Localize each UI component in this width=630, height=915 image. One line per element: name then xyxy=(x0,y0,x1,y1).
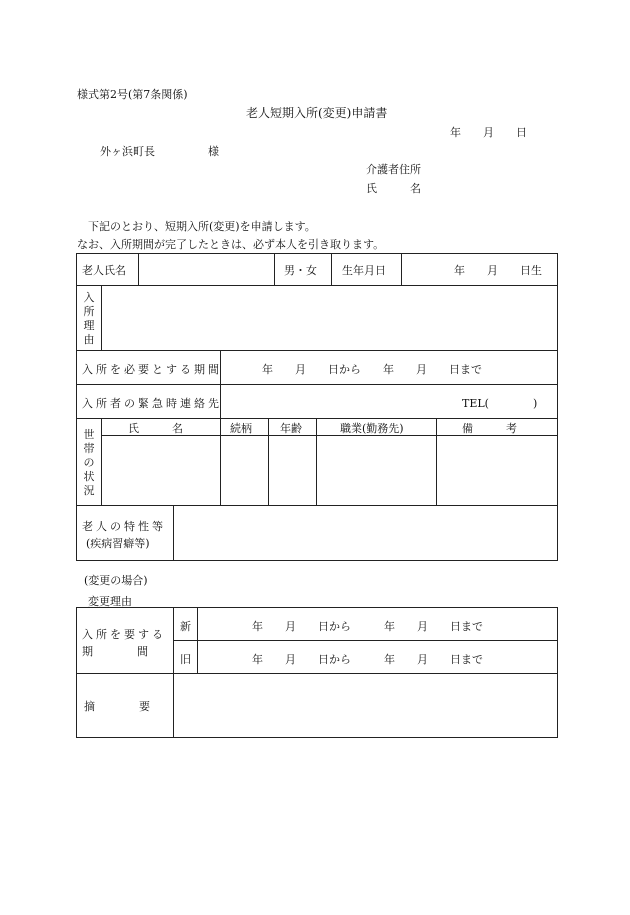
birthdate-value[interactable]: 年 月 日生 xyxy=(454,264,542,277)
household-label-char: 状 xyxy=(83,470,95,483)
reason-label-char: 理 xyxy=(83,319,95,332)
reason-label-char: 入 xyxy=(83,291,95,304)
summary-input[interactable] xyxy=(175,675,555,735)
change-reason-label: 変更理由 xyxy=(88,595,132,608)
household-label-char: 帯 xyxy=(83,442,95,455)
household-label-char: 世 xyxy=(83,428,95,441)
household-occupation-input[interactable] xyxy=(318,437,434,503)
household-remarks-input[interactable] xyxy=(438,437,556,503)
applicant-name-label: 氏 名 xyxy=(366,182,421,195)
traits-sublabel: (疾病習癖等) xyxy=(86,537,150,550)
reason-label-char: 由 xyxy=(83,333,95,346)
traits-label: 老人の特性等 xyxy=(82,520,166,533)
period-label: 入所を必要とする期間 xyxy=(82,363,222,376)
intro-line-1: 下記のとおり、短期入所(変更)を申請します。 xyxy=(88,220,316,233)
traits-input[interactable] xyxy=(175,507,555,559)
elder-name-label: 老人氏名 xyxy=(82,264,126,277)
form-title: 老人短期入所(変更)申請書 xyxy=(246,106,388,120)
period-value[interactable]: 年 月 日から 年 月 日まで xyxy=(262,363,482,376)
birthdate-label: 生年月日 xyxy=(342,264,386,277)
reason-input[interactable] xyxy=(103,287,555,348)
applicant-address-label: 介護者住所 xyxy=(366,163,421,176)
new-period-label: 新 xyxy=(180,620,191,633)
intro-line-2: なお、入所期間が完了したときは、必ず本人を引き取ります。 xyxy=(77,238,385,251)
household-label-char: の xyxy=(83,456,95,469)
household-name-input[interactable] xyxy=(103,437,218,503)
household-header-age: 年齢 xyxy=(280,422,302,435)
change-heading: (変更の場合) xyxy=(84,574,148,587)
honorific: 様 xyxy=(208,145,219,158)
tel-field[interactable]: TEL( ) xyxy=(462,397,538,410)
change-period-label-2: 期 間 xyxy=(82,645,148,658)
old-period-value[interactable]: 年 月 日から 年 月 日まで xyxy=(252,653,483,666)
household-header-relation: 続柄 xyxy=(230,422,252,435)
gender-selector[interactable]: 男・女 xyxy=(284,264,317,277)
old-period-label: 旧 xyxy=(180,653,191,666)
reason-label xyxy=(82,291,96,347)
form-number: 様式第2号(第7条関係) xyxy=(77,88,188,101)
household-header-occupation: 職業(勤務先) xyxy=(340,422,404,435)
date-line: 年 月 日 xyxy=(450,126,527,139)
household-relation-input[interactable] xyxy=(222,437,266,503)
change-period-label: 入所を要する xyxy=(82,628,166,641)
summary-label: 摘 要 xyxy=(84,700,150,713)
elder-name-input[interactable] xyxy=(140,255,272,283)
household-header-name: 氏 名 xyxy=(128,422,183,435)
household-label xyxy=(82,428,96,498)
reason-label-char: 所 xyxy=(83,305,95,318)
emergency-contact-label: 入所者の緊急時連絡先 xyxy=(82,397,222,410)
addressee: 外ヶ浜町長 xyxy=(100,145,155,158)
new-period-value[interactable]: 年 月 日から 年 月 日まで xyxy=(252,620,483,633)
household-header-remarks: 備 考 xyxy=(462,422,517,435)
household-age-input[interactable] xyxy=(270,437,314,503)
household-label-char: 況 xyxy=(83,484,95,497)
